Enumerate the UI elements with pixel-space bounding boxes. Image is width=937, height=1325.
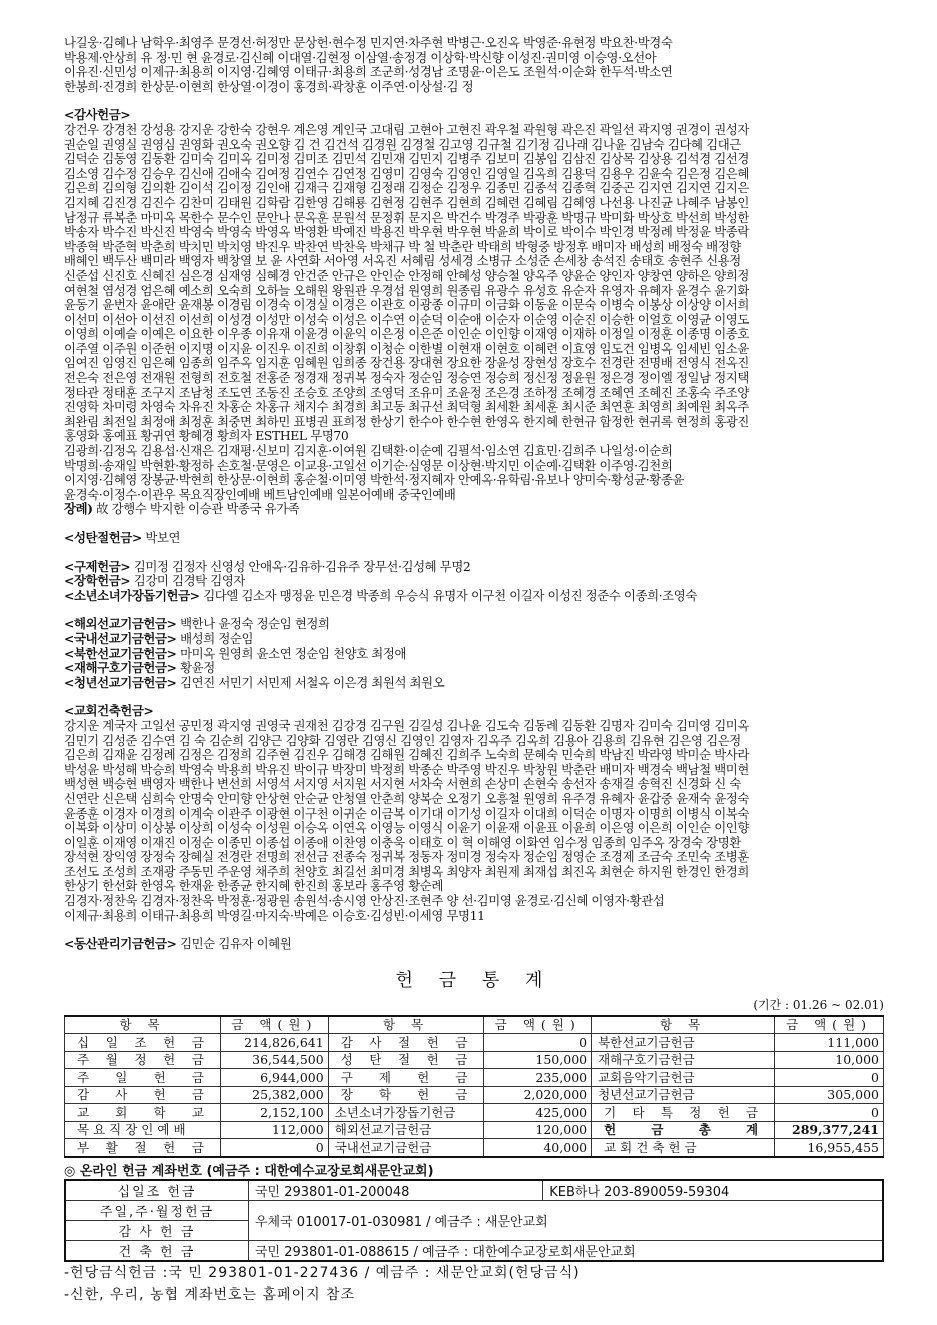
section-row <box>64 676 884 691</box>
donor-line: 김민기 김성준 김수연 김 숙 김순희 김양근 김양화 김영란 김영신 김영인 김영자 김옥주 김옥희 김용아 김용희 김유현 김은영 김은정 <box>64 733 741 748</box>
stats-row <box>65 1104 884 1122</box>
offering-stats-table <box>64 1015 884 1158</box>
relief-scholar-youth-section <box>64 560 884 604</box>
section-names: 김강미 김경탁 김영자 <box>133 574 245 589</box>
item-amount: 235,000 <box>484 1069 592 1087</box>
section-title: <청년선교기금헌금> <box>64 675 177 690</box>
donor-line: 권순일 권영실 권영심 권영화 권오숙 권오향 김 건 김건석 김경원 김경철 김고영 김규철 김기정 김나래 김나윤 김남숙 김다혜 김대근 <box>64 137 741 152</box>
donor-line: 백성현 백승현 백영자 백한나 변선희 서영석 서지영 서지원 서지현 서차숙 서현희 손상미 손현숙 송선자 송재걸 송혁진 신경화 신 숙 <box>64 777 741 792</box>
section-title: <북한선교기금헌금> <box>64 646 177 661</box>
donor-line: 이제규·최용희 이태규·최용희 박영길·마지숙·박예은 이승호·김성빈·이세영 무명11 <box>64 908 485 923</box>
donor-line: 임여진 임영진 임은혜 임종희 임주옥 임지훈 임혜원 임희종 장건용 장대현 장요한 장윤성 장현성 장호수 전경란 전명배 전영식 전옥진 <box>64 356 749 371</box>
stats-row <box>65 1051 884 1069</box>
section-names: 김연진 서민기 서민제 서철옥 이은경 최원석 최원오 <box>180 675 445 690</box>
donor-line: 강건우 강경천 강성용 강지운 강한숙 강현우 계은영 계인국 고대림 고현아 고현진 곽우철 곽원형 곽은진 곽일선 곽지영 권경이 권성자 <box>64 122 749 137</box>
item-name: 교회건축헌금 <box>592 1139 775 1157</box>
section-title: <재해구호기금헌금> <box>64 661 177 676</box>
account-number: 국민 293801-01-088615 / 예금주 : 대한예수교장로회새문안교회 <box>249 1240 884 1261</box>
stats-row <box>65 1086 884 1104</box>
donor-line: 김덕순 김동영 김동환 김미숙 김미옥 김미정 김미조 김민석 김민재 김민지 김병주 김보미 김봉임 김삼진 김상목 김상용 김석경 김선경 <box>64 152 749 167</box>
donor-line: 이유진·신민성 이제규·최용희 이지영·김혜영 이태규·최용희 조군희·성경남 조명윤·이은도 조원석·이순화 한두석·박소연 <box>64 65 673 80</box>
item-name: 주 월 정 헌 금 <box>65 1051 221 1069</box>
donor-line: 진영학 차미령 차영숙 차유진 차홍순 차홍규 채지수 최경희 최고동 최규선 최덕형 최세환 최세훈 최시준 최연훈 최영희 최예원 최옥주 <box>64 400 749 415</box>
donor-line: 박용제·안상희 유 정·민 현 윤경로·김신혜 이대열·김현정 이삼열·송정경 이상학·박신향 이성진·권미영 이승영·오선아 <box>64 50 657 65</box>
account-row <box>65 1200 883 1220</box>
account-label: 건 축 헌 금 <box>65 1240 249 1261</box>
header-cell: 항 목 <box>592 1016 775 1034</box>
donor-line: 나길웅·김혜나 남학우·최영주 문경선·허정만 문상헌·현수정 민지연·차주현 박병근·오진옥 박영준·유현정 박요찬·박경숙 <box>64 36 673 50</box>
section-names: 김다엘 김소자 맹정윤 민은경 박종희 우승식 유명자 이구천 이길자 이성진 정준수 이종희·조영숙 <box>203 588 697 603</box>
section-row <box>64 617 884 632</box>
donor-lists <box>64 36 884 952</box>
item-name: 소년소녀가장돕기헌금 <box>328 1104 484 1122</box>
thanks-donor-lines <box>64 123 884 502</box>
donor-line: 김은희 김의형 김의환 김이석 김이정 김인애 김재극 김재형 김정래 김정순 김정우 김종민 김종석 김종혁 김중곤 김지연 김지연 김지은 <box>64 181 749 196</box>
donor-line: 김은희 김재윤 김정례 김정은 김정희 김주현 김진우 김해경 김해원 김혜진 김희주 노숙희 문혜숙 민숙희 박남진 박라영 박미순 박사라 <box>64 748 749 763</box>
section-names: 박보연 <box>145 531 181 545</box>
donor-line: 이선미 이선아 이선진 이선희 이성경 이성만 이성숙 이성은 이수연 이순덕 이순애 이순자 이순영 이순진 이승한 이얼호 이영균 이영도 <box>64 312 749 327</box>
donor-line: 조선도 조성희 조재광 주동민 주운영 채주희 천양호 최길선 최미경 최병옥 최양자 최원제 최재섭 최진옥 최현순 하지원 한경인 한경희 <box>64 864 749 879</box>
item-name: 해외선교기금헌금 <box>328 1121 484 1139</box>
section-names: 배성희 정순임 <box>180 631 254 646</box>
header-cell: 금 액(원) <box>484 1016 592 1034</box>
donor-line: 최완림 최전일 최정애 최정훈 최중면 최하민 표병권 표희정 한상기 한수아 한수현 한영옥 한지혜 한현규 함정한 현귀록 현정희 홍광진 <box>64 414 749 429</box>
homepage-note: -신한, 우리, 농협 계좌번호는 홈페이지 참조 <box>64 1286 356 1303</box>
item-name: 성 탄 절 헌 금 <box>328 1051 484 1069</box>
mission-fund-section <box>64 617 884 690</box>
section-title: <교회건축헌금> <box>64 704 154 719</box>
donor-line: 윤동기 윤번자 윤애란 윤재봉 이경림 이경숙 이경실 이경은 이관호 이광종 이규미 이금화 이동윤 이문숙 이병숙 이봉상 이상양 이서희 <box>64 298 749 313</box>
item-name: 주 일 헌 금 <box>65 1069 221 1087</box>
header-cell: 항 목 <box>328 1016 484 1034</box>
item-amount: 120,000 <box>484 1121 592 1139</box>
item-amount: 0 <box>775 1104 884 1122</box>
donor-line: 배혜인 백두산 백미라 백영자 백창열 보 윤 사연화 서아영 서옥진 서혜림 성세경 소병규 소성준 손세창 송석진 송태호 송현주 신용정 <box>64 254 741 269</box>
account-label: 주일,주·월정헌금 <box>65 1200 249 1220</box>
item-name: 북한선교기금헌금 <box>592 1034 775 1052</box>
donor-line: 이일훈 이재영 이재진 이정순 이종민 이종섭 이종애 이찬영 이충욱 이태호 이 혁 이해영 이화연 임수정 임종희 임주옥 장경숙 장명환 <box>64 835 741 850</box>
item-name: 청년선교기금헌금 <box>592 1086 775 1104</box>
donor-line: 김소영 김수정 김승우 김신애 김애숙 김여정 김연수 김연정 김영미 김영숙 김영인 김영일 김옥희 김용덕 김용우 김윤숙 김은정 김은혜 <box>64 166 749 181</box>
item-amount: 2,020,000 <box>484 1086 592 1104</box>
section-title: <소년소녀가장돕기헌금> <box>64 588 200 603</box>
donor-line: 이지영·김혜영 장봉균·박현희 한상문·이현희 홍순철·이미영 박한석·정지혜자 안예옥·유학림·유보나 양미숙·황성균·황종윤 <box>64 473 684 488</box>
donor-line: 박송자 박수진 박신진 박영숙 박영숙 박영옥 박영환 박예진 박용진 박우현 박우현 박윤희 박이로 박이수 박인경 박정례 박정윤 박종락 <box>64 225 749 240</box>
thanks-offering-section <box>64 108 884 517</box>
donor-line: 윤경숙·이정수·이관우 목요직장인예배 베트남인예배 일본어예배 중국인예배 <box>64 487 456 502</box>
stats-row <box>65 1034 884 1052</box>
item-name: 교 회 학 교 <box>65 1104 221 1122</box>
item-amount: 111,000 <box>775 1034 884 1052</box>
memorial-line <box>64 502 884 517</box>
section-title: <해외선교기금헌금> <box>64 617 177 632</box>
online-account-heading: ◎ 온라인 헌금 계좌번호 (예금주 : 대한예수교장로회새문안교회) <box>64 1163 434 1179</box>
item-amount: 305,000 <box>775 1086 884 1104</box>
item-amount: 0 <box>484 1034 592 1052</box>
header-cell: 금 액(원) <box>221 1016 329 1034</box>
item-amount: 2,152,100 <box>221 1104 329 1122</box>
donor-line: 이주열 이주원 이준헌 이지명 이지윤 이진우 이진희 이창휘 이청순 이한별 이현재 이현호 이혜련 이효영 임도건 임병옥 임세빈 임소윤 <box>64 341 749 356</box>
account-number: 국민 293801-01-200048 <box>249 1180 543 1201</box>
donor-line: 박종혁 박준혁 박춘희 박치민 박치영 박진우 박찬연 박찬욱 박채규 박 철 박춘란 박태희 박형중 방정후 배미자 배성희 배정숙 배정향 <box>64 239 741 254</box>
item-name: 감 사 헌 금 <box>65 1086 221 1104</box>
section-row <box>64 531 884 546</box>
section-names: 김민순 김유자 이혜원 <box>180 937 292 952</box>
item-name: 기 타 특 정 헌 금 <box>592 1104 775 1122</box>
item-name: 목요직장인예배 <box>65 1121 221 1139</box>
dedication-account-note: -헌당금식헌금 :국 민 293801-01-227436 / 예금주 : 새문안교회(헌당금식) <box>64 1264 580 1281</box>
section-row <box>64 647 884 662</box>
section-row <box>64 937 884 952</box>
item-amount: 16,955,455 <box>775 1139 884 1157</box>
section-title: <구제헌금> <box>64 559 131 574</box>
donor-line: 이복화 이상미 이상봉 이상희 이성숙 이성원 이승옥 이연옥 이영능 이영식 이윤기 이윤재 이윤표 이윤희 이은영 이은희 이인순 이인향 <box>64 821 749 836</box>
online-account-table <box>64 1179 884 1262</box>
item-name: 구 제 헌 금 <box>328 1069 484 1087</box>
building-donor-lines <box>64 719 884 923</box>
stats-body <box>65 1034 884 1157</box>
donor-line: 홍영화 홍예표 황귀연 황혜경 황희자 ESTHEL 무명70 <box>64 429 349 444</box>
account-label: 감 사 헌 금 <box>65 1220 249 1240</box>
stats-period: (기간 : 01.26 ~ 02.01) <box>753 997 884 1012</box>
account-row <box>65 1180 883 1201</box>
donor-line: 윤종훈 이경자 이경희 이계숙 이관주 이광현 이구천 이귀순 이금복 이기대 이기성 이길자 이대희 이덕순 이명자 이명희 이병식 이복숙 <box>64 806 749 821</box>
donor-line: 김지혜 김진경 김진수 김찬미 김태원 김학람 김한영 김해룡 김현정 김현주 김현희 김혜련 김혜림 김혜영 나선용 나진균 나혜주 남봉인 <box>64 195 749 210</box>
section-names: 김미정 김정자 신영성 안애옥·김유하·김유주 장무선·김성혜 무명2 <box>133 559 471 574</box>
section-title: <성탄절헌금> <box>64 531 142 545</box>
account-label: 십일조 헌금 <box>65 1180 249 1201</box>
stats-row <box>65 1121 884 1139</box>
item-amount: 40,000 <box>484 1139 592 1157</box>
item-amount: 10,000 <box>775 1051 884 1069</box>
donor-line: 한봉희·진경희 한상문·이현희 한상열·이경이 홍경희·곽창훈 이주연·이상설·김 정 <box>64 79 474 94</box>
item-amount: 0 <box>775 1069 884 1087</box>
account-row <box>65 1240 883 1261</box>
donor-line: 이영희 이예슬 이예은 이요한 이우종 이유재 이윤경 이윤익 이은정 이은준 이인순 이인향 이재영 이재하 이정일 이정훈 이종명 이종호 <box>64 327 749 342</box>
memorial-names: 故 강행수 박지한 이승관 박종국 유가족 <box>96 502 300 517</box>
donor-line: 김경자·정찬욱 김경자·정찬욱 박정훈·정광원 송원석·송시영 안상진·조현주 양 선·김미영 윤경로·김신혜 이영자·황관섭 <box>64 894 665 909</box>
stats-title: 헌 금 통 계 <box>395 969 553 991</box>
donor-line: 박명희·송재일 박현환·황정하 손호철·문영은 이교용·고일선 이기순·심영문 이상현·박지민 이순예·김택환 이주영·김천희 <box>64 458 673 473</box>
item-name: 교회음악기금헌금 <box>592 1069 775 1087</box>
donor-line: 장석현 장익영 장정숙 장혜실 전경란 전명희 전선금 전종숙 정귀복 정동자 정미경 정숙자 정순임 정영순 조경제 조금숙 조민숙 조병훈 <box>64 850 749 865</box>
stats-row <box>65 1139 884 1157</box>
section-row <box>64 560 884 575</box>
item-name: 국내선교기금헌금 <box>328 1139 484 1157</box>
item-amount: 289,377,241 <box>775 1121 884 1139</box>
header-cell: 금 액(원) <box>775 1016 884 1034</box>
item-name: 십 일 조 헌 금 <box>65 1034 221 1052</box>
section-row <box>64 661 884 676</box>
donor-line: 정타관 정태훈 조구지 조남청 조도연 조동진 조승호 조양희 조영덕 조유미 조윤정 조은경 조하정 조혜경 조혜연 조혜진 조홍숙 주조양 <box>64 385 749 400</box>
donor-line: 김광희·김정옥 김용섭·신재은 김재평·신보미 김지훈·이여원 김택환·이순예 김필석·임소연 김효민·김희주 나일성·이순희 <box>64 444 673 459</box>
donor-line: 박성윤 박성해 박승희 박영숙 박용희 박유진 박이규 박장미 박정희 박종순 박주영 박진우 박창원 박춘란 배미자 백경숙 백남철 백미현 <box>64 762 749 777</box>
section-names: 마미옥 원영희 윤소연 정순임 천양호 최정애 <box>180 646 407 661</box>
account-number: KEB하나 203-890059-59304 <box>543 1180 883 1201</box>
section-title: <감사헌금> <box>64 108 131 123</box>
item-amount: 214,826,641 <box>221 1034 329 1052</box>
section-row <box>64 632 884 647</box>
donor-line: 한상기 한선화 한영옥 한재윤 한종균 한지혜 한진희 홍보라 홍주영 황순례 <box>64 879 443 894</box>
item-amount: 0 <box>221 1139 329 1157</box>
section-row <box>64 589 884 604</box>
donor-line: 강지운 계국자 고일선 공민정 곽지영 권영국 권재천 김강경 김구원 김길성 김나윤 김도숙 김동례 김동환 김명자 김미숙 김미영 김미옥 <box>64 718 749 733</box>
section-names: 백한나 윤정숙 정순임 현정희 <box>180 617 330 632</box>
section-title: <장학헌금> <box>64 574 131 589</box>
item-name: 장 학 헌 금 <box>328 1086 484 1104</box>
stats-header-row <box>65 1016 884 1034</box>
christmas-offering-section <box>64 531 884 546</box>
donor-line: 남정규 류복춘 마미옥 목한수 문수인 문안나 문옥훈 문원석 문정휘 문지은 박건수 박경주 박광훈 박명규 박미화 박상호 박선희 박성한 <box>64 210 749 225</box>
item-amount: 112,000 <box>221 1121 329 1139</box>
section-title: <국내선교기금헌금> <box>64 631 177 646</box>
item-name: 재해구호기금헌금 <box>592 1051 775 1069</box>
section-names: 황윤정 <box>180 661 215 676</box>
couple-donors <box>64 36 884 94</box>
building-offering-section <box>64 704 884 923</box>
item-amount: 425,000 <box>484 1104 592 1122</box>
item-amount: 25,382,000 <box>221 1086 329 1104</box>
item-amount: 36,544,500 <box>221 1051 329 1069</box>
item-name: 감 사 절 헌 금 <box>328 1034 484 1052</box>
cemetery-fund-section <box>64 937 884 952</box>
section-row <box>64 574 884 589</box>
item-name: 부 활 절 헌 금 <box>65 1139 221 1157</box>
item-amount: 6,944,000 <box>221 1069 329 1087</box>
item-amount: 150,000 <box>484 1051 592 1069</box>
header-cell: 항 목 <box>65 1016 221 1034</box>
donor-line: 여현철 염성경 엄은혜 예소희 오숙희 오하늘 오해원 왕원관 우경섭 원영희 원종림 유광수 유성호 유순자 유영자 유혜자 윤경수 윤기화 <box>64 283 749 298</box>
item-name: 헌 금 총 계 <box>592 1121 775 1139</box>
donor-line: 신준섭 신진호 신혜진 심은경 심재영 심혜경 안건준 안규은 안인순 안정해 안혜성 양승철 양옥주 양윤순 양인자 양창연 양하은 양희정 <box>64 268 749 283</box>
stats-row <box>65 1069 884 1087</box>
account-number: 우체국 010017-01-030981 / 예금주 : 새문안교회 <box>249 1200 884 1240</box>
section-title: <동산관리기금헌금> <box>64 937 177 952</box>
bulletin-page <box>64 36 884 1306</box>
memorial-label: 장례) <box>64 502 93 517</box>
donor-line: 신연란 신은택 심희숙 안명숙 안미향 안상현 안순균 안청열 안춘희 양복순 오정기 오흥철 원영희 유주경 유혜자 윤갑중 윤재숙 윤정숙 <box>64 791 749 806</box>
donor-line: 전은숙 전은영 전재원 전형희 전호철 전홍준 정경재 정귀복 정숙자 정순임 정승연 정승희 정신정 정윤원 정은경 정이엘 정일남 정지택 <box>64 371 749 386</box>
